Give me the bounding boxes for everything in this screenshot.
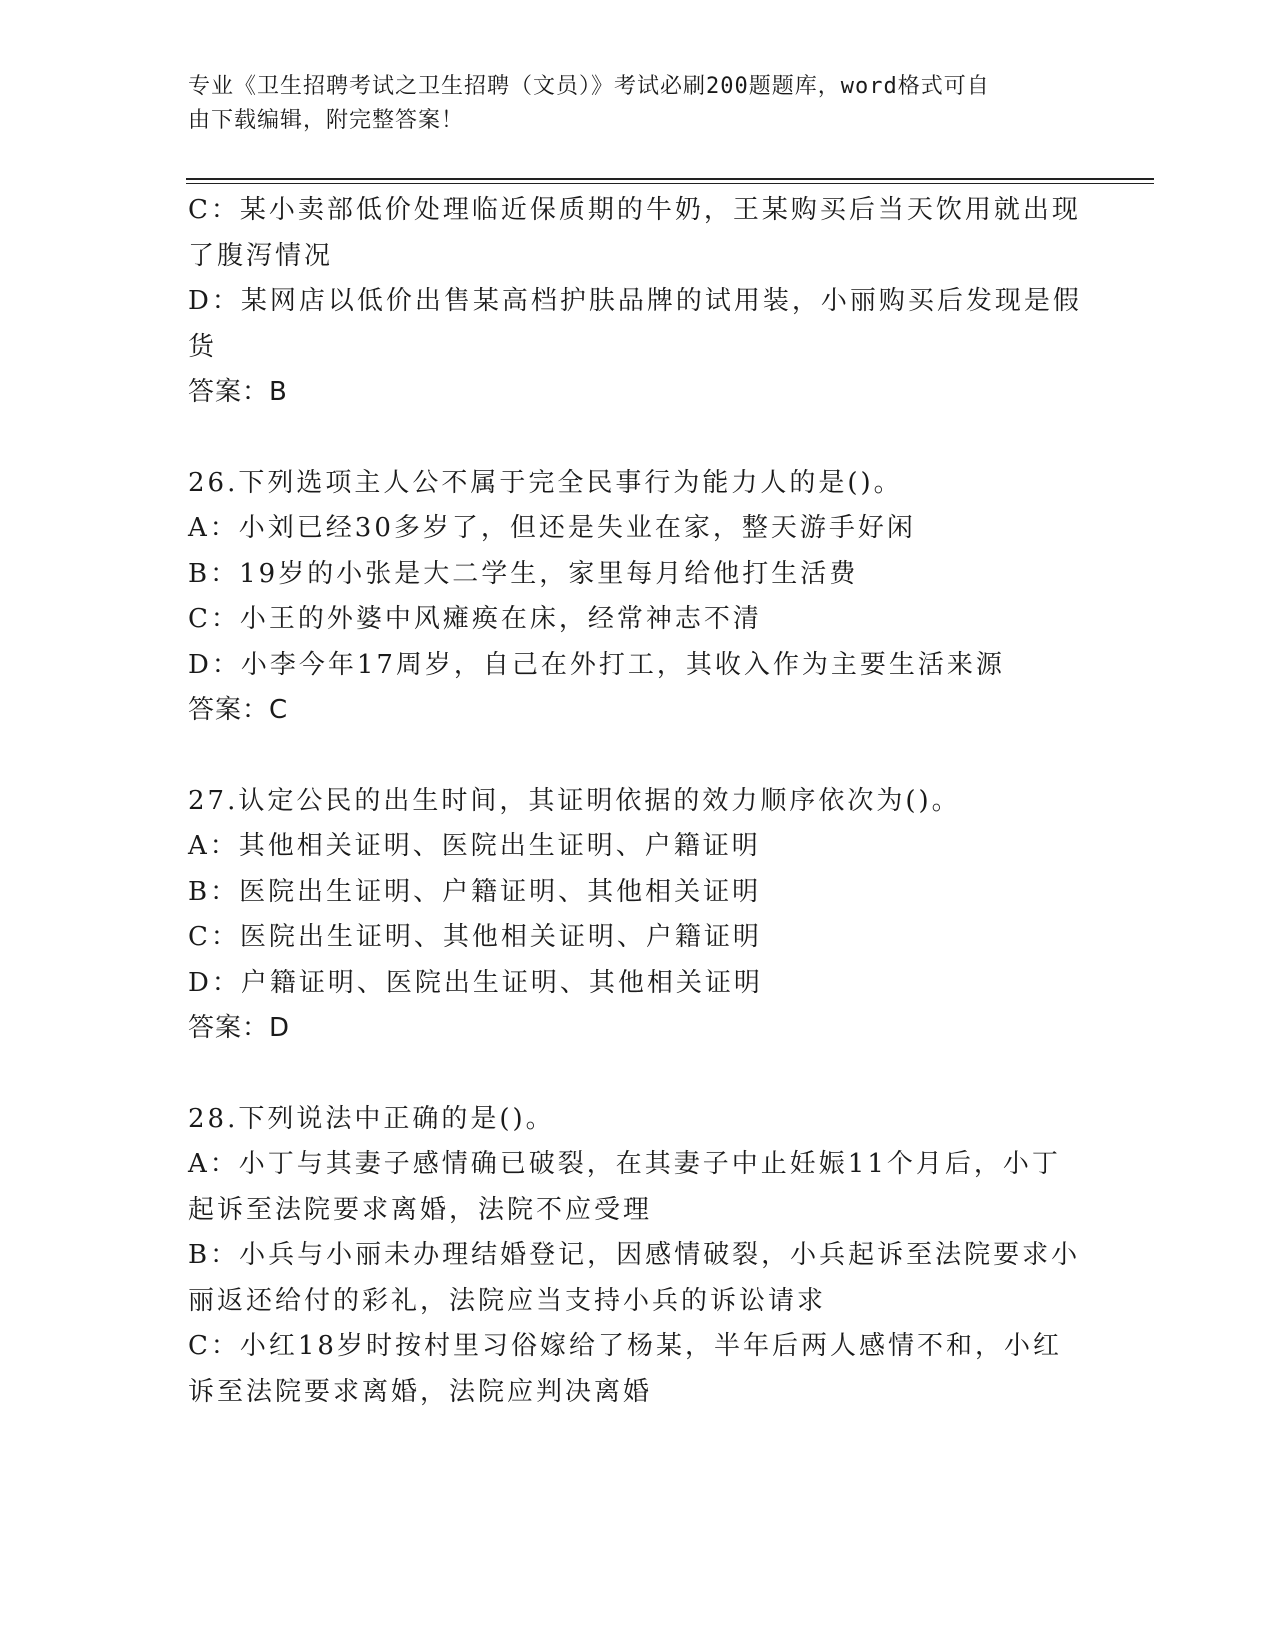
page-header [188, 70, 1068, 138]
option-b-line-2: 丽返还给付的彩礼，法院应当支持小兵的诉讼请求 [188, 1285, 827, 1316]
option-c-line-2: 了腹泻情况 [188, 240, 334, 271]
option-c: C：小王的外婆中风瘫痪在床，经常神志不清 [188, 604, 762, 634]
option-d-line-1: D：某网店以低价出售某高档护肤品牌的试用装，小丽购买后发现是假 [188, 286, 1082, 316]
question-text: 26.下列选项主人公不属于完全民事行为能力人的是()。 [188, 467, 903, 498]
option-a-line-2: 起诉至法院要求离婚，法院不应受理 [188, 1194, 653, 1225]
question-27 [188, 779, 1088, 1052]
question-text: 27.认定公民的出生时间，其证明依据的效力顺序依次为()。 [188, 785, 961, 816]
option-c-line-2: 诉至法院要求离婚，法院应判决离婚 [188, 1376, 653, 1407]
answer: 答案：B [188, 377, 288, 407]
option-c: C：医院出生证明、其他相关证明、户籍证明 [188, 922, 762, 952]
answer: 答案：D [188, 1013, 291, 1043]
option-a-line-1: A：小丁与其妻子感情确已破裂，在其妻子中止妊娠11个月后，小丁 [188, 1149, 1061, 1179]
option-a: A：小刘已经30多岁了，但还是失业在家，整天游手好闲 [188, 513, 916, 543]
header-line-1: 专业《卫生招聘考试之卫生招聘（文员）》考试必刷200题题库，word格式可自 [188, 74, 990, 99]
option-b: B：医院出生证明、户籍证明、其他相关证明 [188, 876, 762, 907]
option-b: B：19岁的小张是大二学生，家里每月给他打生活费 [188, 558, 859, 589]
option-d: D：小李今年17周岁，自己在外打工，其收入作为主要生活来源 [188, 649, 1005, 680]
previous-question-tail [188, 188, 1088, 416]
option-a: A：其他相关证明、医院出生证明、户籍证明 [188, 831, 761, 861]
header-rule-thick [186, 178, 1154, 180]
option-b-line-1: B：小兵与小丽未办理结婚登记，因感情破裂，小兵起诉至法院要求小 [188, 1240, 1081, 1270]
option-d-line-2: 货 [188, 331, 218, 362]
question-28 [188, 1097, 1088, 1416]
answer: 答案：C [188, 695, 289, 725]
question-text: 28.下列说法中正确的是()。 [188, 1103, 555, 1134]
header-line-2: 由下载编辑，附完整答案！ [188, 108, 465, 133]
option-d: D：户籍证明、医院出生证明、其他相关证明 [188, 967, 763, 998]
option-c-line-1: C：某小卖部低价处理临近保质期的牛奶，王某购买后当天饮用就出现 [188, 195, 1081, 225]
option-c-line-1: C：小红18岁时按村里习俗嫁给了杨某，半年后两人感情不和，小红 [188, 1331, 1062, 1361]
question-26 [188, 461, 1088, 734]
header-rule-thin [186, 183, 1154, 184]
document-body [188, 188, 1088, 1415]
